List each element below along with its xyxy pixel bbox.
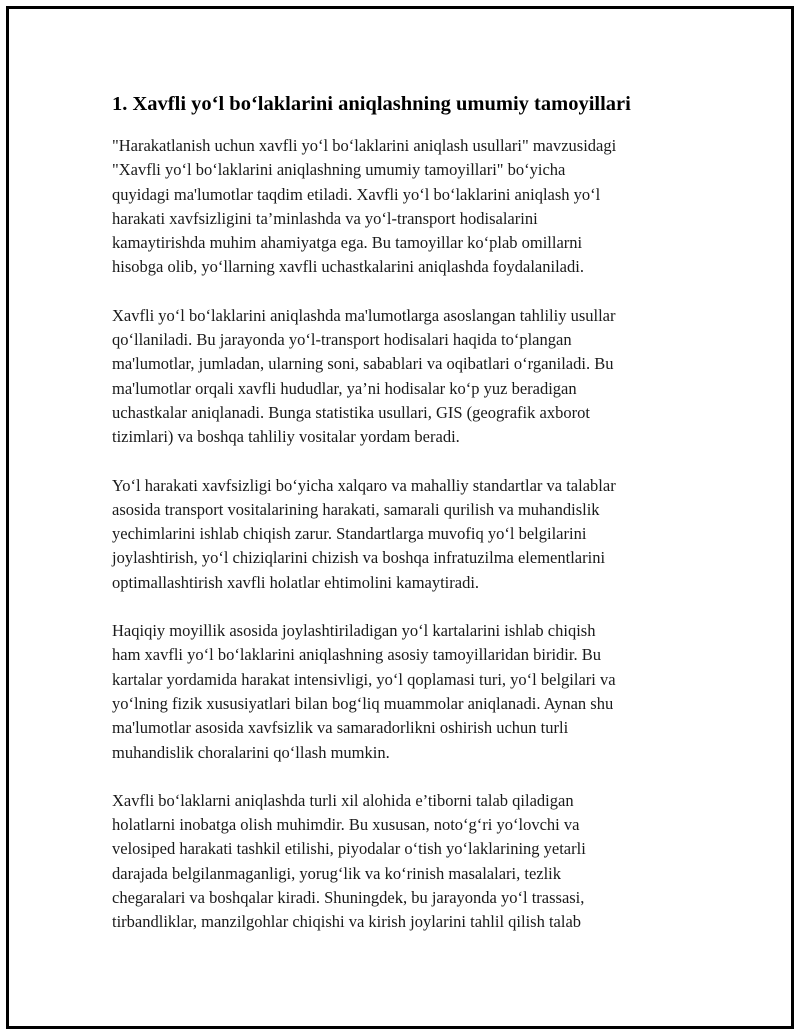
paragraph-3 [112, 474, 692, 595]
text-line: holatlarni inobatga olish muhimdir. Bu xususan, noto‘g‘ri yo‘lovchi va [112, 815, 580, 835]
document-body [112, 90, 692, 959]
text-line: muhandislik choralarini qo‘llash mumkin. [112, 742, 390, 762]
text-line: yo‘lning fizik xususiyatlari bilan bog‘liq muammolar aniqlanadi. Aynan shu [112, 693, 614, 713]
section-heading: 1. Xavfli yo‘l bo‘laklarini aniqlashning umumiy tamoyillari [112, 93, 631, 115]
text-line: yechimlarini ishlab chiqish zarur. Standartlarga muvofiq yo‘l belgilarini [112, 524, 587, 544]
text-line: "Xavfli yo‘l bo‘laklarini aniqlashning umumiy tamoyillari" bo‘yicha [112, 160, 566, 180]
text-line: tizimlari) va boshqa tahliliy vositalar yordam beradi. [112, 427, 460, 447]
text-line: ma'lumotlar, jumladan, ularning soni, sabablari va oqibatlari o‘rganiladi. Bu [112, 354, 614, 374]
text-line: quyidagi ma'lumotlar taqdim etiladi. Xavfli yo‘l bo‘laklarini aniqlash yo‘l [112, 184, 601, 204]
paragraph-2 [112, 304, 692, 450]
text-line: Xavfli bo‘laklarni aniqlashda turli xil alohida e’tiborni talab qiladigan [112, 790, 574, 810]
text-line: ham xavfli yo‘l bo‘laklarini aniqlashning asosiy tamoyillaridan biridir. Bu [112, 645, 601, 665]
text-line: velosiped harakati tashkil etilishi, piyodalar o‘tish yo‘laklarining yetarli [112, 839, 586, 859]
text-line: uchastkalar aniqlanadi. Bunga statistika usullari, GIS (geografik axborot [112, 402, 590, 422]
text-line: chegaralari va boshqalar kiradi. Shuningdek, bu jarayonda yo‘l trassasi, [112, 888, 585, 908]
text-line: darajada belgilanmaganligi, yorug‘lik va ko‘rinish masalalari, tezlik [112, 863, 562, 883]
text-line: kartalar yordamida harakat intensivligi, yo‘l qoplamasi turi, yo‘l belgilari va [112, 669, 616, 689]
text-line: joylashtirish, yo‘l chiziqlarini chizish va boshqa infratuzilma elementlarini [112, 548, 606, 568]
text-line: optimallashtirish xavfli holatlar ehtimolini kamaytiradi. [112, 572, 480, 592]
text-line: tirbandliklar, manzilgohlar chiqishi va kirish joylarini tahlil qilish talab [112, 912, 582, 932]
paragraph-5 [112, 789, 692, 935]
text-line: harakati xavfsizligini ta’minlashda va yo‘l-transport hodisalarini [112, 208, 538, 228]
text-line: qo‘llaniladi. Bu jarayonda yo‘l-transport hodisalari haqida to‘plangan [112, 330, 572, 350]
text-line: Haqiqiy moyillik asosida joylashtiriladigan yo‘l kartalarini ishlab chiqish [112, 621, 596, 641]
text-line: ma'lumotlar orqali xavfli hududlar, ya’ni hodisalar ko‘p yuz beradigan [112, 378, 577, 398]
text-line: ma'lumotlar asosida xavfsizlik va samaradorlikni oshirish uchun turli [112, 718, 569, 738]
text-line: kamaytirishda muhim ahamiyatga ega. Bu tamoyillar ko‘plab omillarni [112, 233, 583, 253]
paragraph-1 [112, 134, 692, 280]
text-line: Yo‘l harakati xavfsizligi bo‘yicha xalqaro va mahalliy standartlar va talablar [112, 475, 616, 495]
text-line: Xavfli yo‘l bo‘laklarini aniqlashda ma'lumotlarga asoslangan tahliliy usullar [112, 305, 616, 325]
text-line: asosida transport vositalarining harakati, samarali qurilish va muhandislik [112, 499, 600, 519]
paragraph-4 [112, 619, 692, 765]
text-line: "Harakatlanish uchun xavfli yo‘l bo‘laklarini aniqlash usullari" mavzusidagi [112, 136, 617, 155]
text-line: hisobga olib, yo‘llarning xavfli uchastkalarini aniqlashda foydalaniladi. [112, 257, 584, 277]
